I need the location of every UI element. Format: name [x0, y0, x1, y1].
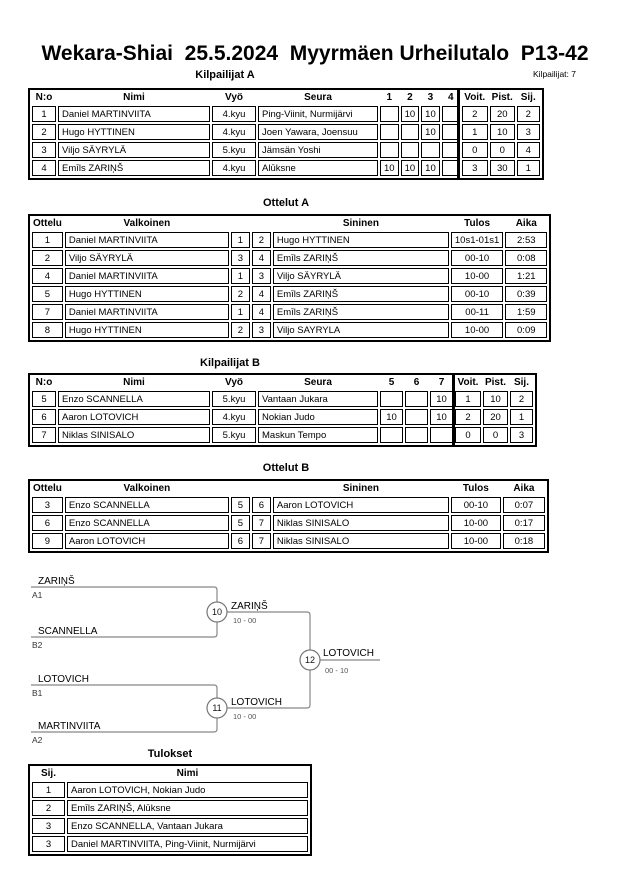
matches-b-table	[28, 479, 549, 553]
table-row	[32, 782, 308, 798]
cell-blue-no: 3	[252, 268, 271, 284]
cell-name: Enzo SCANNELLA	[58, 391, 210, 407]
cell-result: 00-10	[451, 250, 503, 266]
cell-time: 0:07	[503, 497, 545, 513]
cell-score	[380, 391, 403, 407]
col-header-s4: 4	[447, 92, 454, 103]
winner-name: LOTOVICH	[323, 648, 374, 659]
cell-time: 0:09	[505, 322, 547, 338]
matches-b-table-wrap	[28, 479, 549, 553]
col-header-bn	[252, 483, 271, 495]
cell-score	[405, 391, 428, 407]
cell-score	[405, 427, 428, 443]
cell-result: 00-10	[451, 497, 501, 513]
cell-match-no: 3	[32, 497, 63, 513]
cell-score	[380, 124, 399, 140]
col-header-place: Sij.	[520, 92, 536, 103]
cell-wins: 1	[462, 124, 488, 140]
cell-belt: 5.kyu	[212, 142, 256, 158]
table-row	[32, 427, 533, 443]
winner-name: ZARIŅŠ	[231, 601, 268, 612]
section-title-kilpailijat-b: Kilpailijat B	[200, 357, 260, 369]
col-header-s2: 2	[407, 92, 413, 103]
cell-blue-no: 4	[252, 304, 271, 320]
cell-blue-name: Niklas SINISALO	[273, 515, 449, 531]
col-header-white: Valkoinen	[123, 483, 171, 494]
section-title-tulokset: Tulokset	[147, 748, 193, 760]
cell-blue-name: Emīls ZARIŅŠ	[273, 286, 449, 302]
match-number: 12	[304, 655, 316, 665]
score-label: 10 - 00	[233, 616, 257, 625]
cell-belt: 4.kyu	[212, 409, 256, 425]
cell-name: Emīls ZARIŅŠ	[58, 160, 210, 176]
cell-white-no: 6	[231, 533, 250, 549]
cell-white-name: Hugo HYTTINEN	[65, 322, 229, 338]
col-header-belt: Vyö	[225, 377, 243, 388]
cell-blue-no: 6	[252, 497, 271, 513]
cell-match-no: 8	[32, 322, 63, 338]
page-title: Wekara-Shiai 25.5.2024 Myyrmäen Urheilutalo P13-42	[41, 42, 589, 65]
seed-label: A2	[32, 735, 43, 745]
section-title-ottelut-b: Ottelut B	[262, 462, 310, 474]
match-number: 10	[211, 607, 223, 617]
cell-blue-name: Niklas SINISALO	[273, 533, 449, 549]
cell-score: 10	[421, 124, 440, 140]
header-row	[32, 92, 540, 104]
cell-club: Jämsän Yoshi	[258, 142, 378, 158]
cell-white-no: 2	[231, 322, 250, 338]
cell-place: 2	[510, 391, 533, 407]
cell-wins: 3	[462, 160, 488, 176]
cell-blue-name: Viljo SÄYRYLÄ	[273, 268, 449, 284]
results-table	[28, 764, 312, 856]
cell-points: 10	[483, 391, 508, 407]
table-row	[32, 286, 547, 302]
cell-wins: 2	[455, 409, 481, 425]
cell-place: 1	[510, 409, 533, 425]
matches-a-table-wrap	[28, 214, 551, 342]
table-row	[32, 142, 540, 158]
cell-score: 10	[380, 160, 399, 176]
cell-name: Daniel MARTINVIITA, Ping-Viinit, Nurmijärvi	[67, 836, 308, 852]
cell-score: 10	[401, 160, 420, 176]
header-row	[32, 483, 545, 495]
cell-no: 2	[32, 124, 56, 140]
col-header-wn	[231, 483, 250, 495]
cell-white-name: Daniel MARTINVIITA	[65, 232, 229, 248]
col-header-result: Tulos	[462, 483, 489, 494]
col-header-name: Nimi	[176, 768, 199, 779]
table-row	[32, 800, 308, 816]
cell-score	[401, 142, 420, 158]
cell-white-no: 2	[231, 286, 250, 302]
cell-belt: 5.kyu	[212, 427, 256, 443]
col-header-s1: 1	[386, 92, 393, 103]
cell-club: Nokian Judo	[258, 409, 378, 425]
competitors-b-table	[28, 373, 537, 447]
col-header-s3: 3	[427, 92, 434, 103]
elimination-bracket	[25, 565, 605, 755]
cell-time: 0:39	[505, 286, 547, 302]
cell-wins: 0	[462, 142, 488, 158]
bracket-player-name: ZARIŅŠ	[38, 576, 75, 587]
col-header-blue: Sininen	[342, 218, 379, 229]
cell-place: 2	[517, 106, 540, 122]
table-row	[32, 232, 547, 248]
competitor-count-label: Kilpailijat: 7	[533, 69, 576, 79]
cell-time: 1:59	[505, 304, 547, 320]
table-row	[32, 160, 540, 176]
col-header-s5: 5	[388, 377, 395, 388]
table-row	[32, 106, 540, 122]
cell-blue-name: Emīls ZARIŅŠ	[273, 250, 449, 266]
cell-score	[380, 142, 399, 158]
cell-time: 1:21	[505, 268, 547, 284]
cell-no: 6	[32, 409, 56, 425]
cell-white-name: Aaron LOTOVICH	[65, 533, 229, 549]
cell-result: 10-00	[451, 268, 503, 284]
cell-name: Niklas SINISALO	[58, 427, 210, 443]
cell-place: 1	[32, 782, 65, 798]
cell-points: 10	[490, 124, 515, 140]
cell-result: 10-00	[451, 515, 501, 531]
cell-place: 4	[517, 142, 540, 158]
table-row	[32, 304, 547, 320]
col-header-time: Aika	[513, 483, 535, 494]
col-header-name: Nimi	[123, 377, 145, 388]
cell-blue-name: Viljo SAYRYLA	[273, 322, 449, 338]
cell-place: 2	[32, 800, 65, 816]
cell-blue-name: Hugo HYTTINEN	[273, 232, 449, 248]
cell-time: 2:53	[505, 232, 547, 248]
col-header-place: Sij.	[40, 768, 56, 779]
cell-score: 10	[380, 409, 403, 425]
bracket-player-name: SCANNELLA	[38, 626, 98, 637]
col-header-s7: 7	[438, 377, 445, 388]
cell-white-no: 5	[231, 497, 250, 513]
col-header-s6: 6	[413, 377, 420, 388]
table-row	[32, 322, 547, 338]
cell-result: 00-11	[451, 304, 503, 320]
cell-club: Joen Yawara, Joensuu	[258, 124, 378, 140]
col-header-wins: Voit.	[457, 377, 479, 388]
cell-score	[401, 124, 420, 140]
cell-club: Ping-Viinit, Nurmijärvi	[258, 106, 378, 122]
table-row	[32, 818, 308, 834]
col-header-wins: Voit.	[464, 92, 486, 103]
col-header-place: Sij.	[513, 377, 529, 388]
thick-divider	[452, 373, 455, 447]
cell-time: 0:17	[503, 515, 545, 531]
cell-no: 5	[32, 391, 56, 407]
cell-white-no: 1	[231, 268, 250, 284]
cell-place: 3	[517, 124, 540, 140]
thick-divider	[457, 88, 460, 180]
cell-blue-name: Aaron LOTOVICH	[273, 497, 449, 513]
cell-time: 0:18	[503, 533, 545, 549]
col-header-match: Ottelu	[33, 218, 62, 229]
cell-name: Emīls ZARIŅŠ, Alūksne	[67, 800, 308, 816]
cell-blue-no: 2	[252, 232, 271, 248]
table-row	[32, 533, 545, 549]
col-header-match: Ottelu	[33, 483, 62, 494]
cell-no: 1	[32, 106, 56, 122]
cell-match-no: 5	[32, 286, 63, 302]
cell-white-name: Enzo SCANNELLA	[65, 497, 229, 513]
col-header-belt: Vyö	[225, 92, 243, 103]
cell-points: 0	[483, 427, 508, 443]
cell-white-name: Viljo SÄYRYLÄ	[65, 250, 229, 266]
cell-match-no: 4	[32, 268, 63, 284]
cell-score	[380, 427, 403, 443]
cell-place: 3	[32, 818, 65, 834]
cell-white-no: 3	[231, 250, 250, 266]
cell-name: Aaron LOTOVICH	[58, 409, 210, 425]
col-header-wn	[231, 218, 250, 230]
cell-name: Hugo HYTTINEN	[58, 124, 210, 140]
cell-score	[430, 427, 453, 443]
cell-belt: 4.kyu	[212, 106, 256, 122]
cell-points: 20	[490, 106, 515, 122]
cell-match-no: 1	[32, 232, 63, 248]
score-label: 10 - 00	[233, 712, 257, 721]
cell-club: Vantaan Jukara	[258, 391, 378, 407]
cell-white-name: Daniel MARTINVIITA	[65, 268, 229, 284]
col-header-white: Valkoinen	[123, 218, 171, 229]
cell-wins: 0	[455, 427, 481, 443]
cell-time: 0:08	[505, 250, 547, 266]
cell-blue-no: 7	[252, 533, 271, 549]
cell-no: 4	[32, 160, 56, 176]
cell-no: 3	[32, 142, 56, 158]
header-row	[32, 377, 533, 389]
table-row	[32, 409, 533, 425]
cell-match-no: 7	[32, 304, 63, 320]
cell-place: 1	[517, 160, 540, 176]
col-header-no: N:o	[35, 377, 53, 388]
cell-club: Maskun Tempo	[258, 427, 378, 443]
cell-name: Viljo SÄYRYLÄ	[58, 142, 210, 158]
cell-belt: 4.kyu	[212, 124, 256, 140]
cell-result: 10s1-01s1	[451, 232, 503, 248]
table-row	[32, 391, 533, 407]
table-row	[32, 268, 547, 284]
section-title-ottelut-a: Ottelut A	[262, 197, 310, 209]
cell-score: 10	[401, 106, 420, 122]
cell-white-name: Daniel MARTINVIITA	[65, 304, 229, 320]
bracket-winner1-line	[217, 612, 310, 660]
competitors-a-table	[28, 88, 544, 180]
col-header-no: N:o	[35, 92, 53, 103]
competitors-a-table-wrap	[28, 88, 544, 180]
cell-score: 10	[430, 391, 453, 407]
cell-score: 10	[421, 160, 440, 176]
col-header-time: Aika	[515, 218, 537, 229]
seed-label: B1	[32, 688, 43, 698]
header-row	[32, 768, 308, 780]
cell-place: 3	[32, 836, 65, 852]
col-header-points: Pist.	[484, 377, 507, 388]
cell-result: 10-00	[451, 533, 501, 549]
cell-blue-no: 7	[252, 515, 271, 531]
cell-name: Daniel MARTINVIITA	[58, 106, 210, 122]
cell-wins: 1	[455, 391, 481, 407]
seed-label: A1	[32, 590, 43, 600]
cell-match-no: 9	[32, 533, 63, 549]
cell-belt: 5.kyu	[212, 391, 256, 407]
cell-points: 0	[490, 142, 515, 158]
cell-white-no: 1	[231, 304, 250, 320]
cell-club: Alūksne	[258, 160, 378, 176]
cell-score	[421, 142, 440, 158]
col-header-club: Seura	[304, 92, 332, 103]
cell-white-name: Hugo HYTTINEN	[65, 286, 229, 302]
results-table-wrap	[28, 764, 312, 856]
cell-match-no: 6	[32, 515, 63, 531]
cell-blue-no: 3	[252, 322, 271, 338]
seed-label: B2	[32, 640, 43, 650]
cell-points: 20	[483, 409, 508, 425]
table-row	[32, 497, 545, 513]
cell-score: 10	[421, 106, 440, 122]
col-header-bn	[252, 218, 271, 230]
col-header-result: Tulos	[464, 218, 491, 229]
cell-score: 10	[430, 409, 453, 425]
matches-a-table	[28, 214, 551, 342]
table-row	[32, 250, 547, 266]
cell-blue-no: 4	[252, 250, 271, 266]
col-header-points: Pist.	[491, 92, 513, 103]
col-header-name: Nimi	[123, 92, 145, 103]
cell-belt: 4.kyu	[212, 160, 256, 176]
header-row	[32, 218, 547, 230]
cell-white-name: Enzo SCANNELLA	[65, 515, 229, 531]
match-number: 11	[212, 703, 222, 713]
cell-points: 30	[490, 160, 515, 176]
cell-score	[405, 409, 428, 425]
cell-blue-no: 4	[252, 286, 271, 302]
table-row	[32, 836, 308, 852]
cell-wins: 2	[462, 106, 488, 122]
table-row	[32, 124, 540, 140]
winner-name: LOTOVICH	[231, 697, 282, 708]
cell-score	[380, 106, 399, 122]
cell-white-no: 1	[231, 232, 250, 248]
col-header-blue: Sininen	[342, 483, 379, 494]
bracket-player-name: LOTOVICH	[38, 674, 89, 685]
bracket-player-name: MARTINVIITA	[38, 721, 101, 732]
competitors-b-table-wrap	[28, 373, 537, 447]
score-label: 00 - 10	[325, 666, 349, 675]
cell-place: 3	[510, 427, 533, 443]
cell-name: Enzo SCANNELLA, Vantaan Jukara	[67, 818, 308, 834]
table-row	[32, 515, 545, 531]
col-header-club: Seura	[304, 377, 332, 388]
cell-no: 7	[32, 427, 56, 443]
cell-blue-name: Emīls ZARIŅŠ	[273, 304, 449, 320]
cell-result: 00-10	[451, 286, 503, 302]
cell-match-no: 2	[32, 250, 63, 266]
section-title-kilpailijat-a: Kilpailijat A	[195, 69, 255, 81]
cell-result: 10-00	[451, 322, 503, 338]
cell-name: Aaron LOTOVICH, Nokian Judo	[67, 782, 308, 798]
cell-white-no: 5	[231, 515, 250, 531]
